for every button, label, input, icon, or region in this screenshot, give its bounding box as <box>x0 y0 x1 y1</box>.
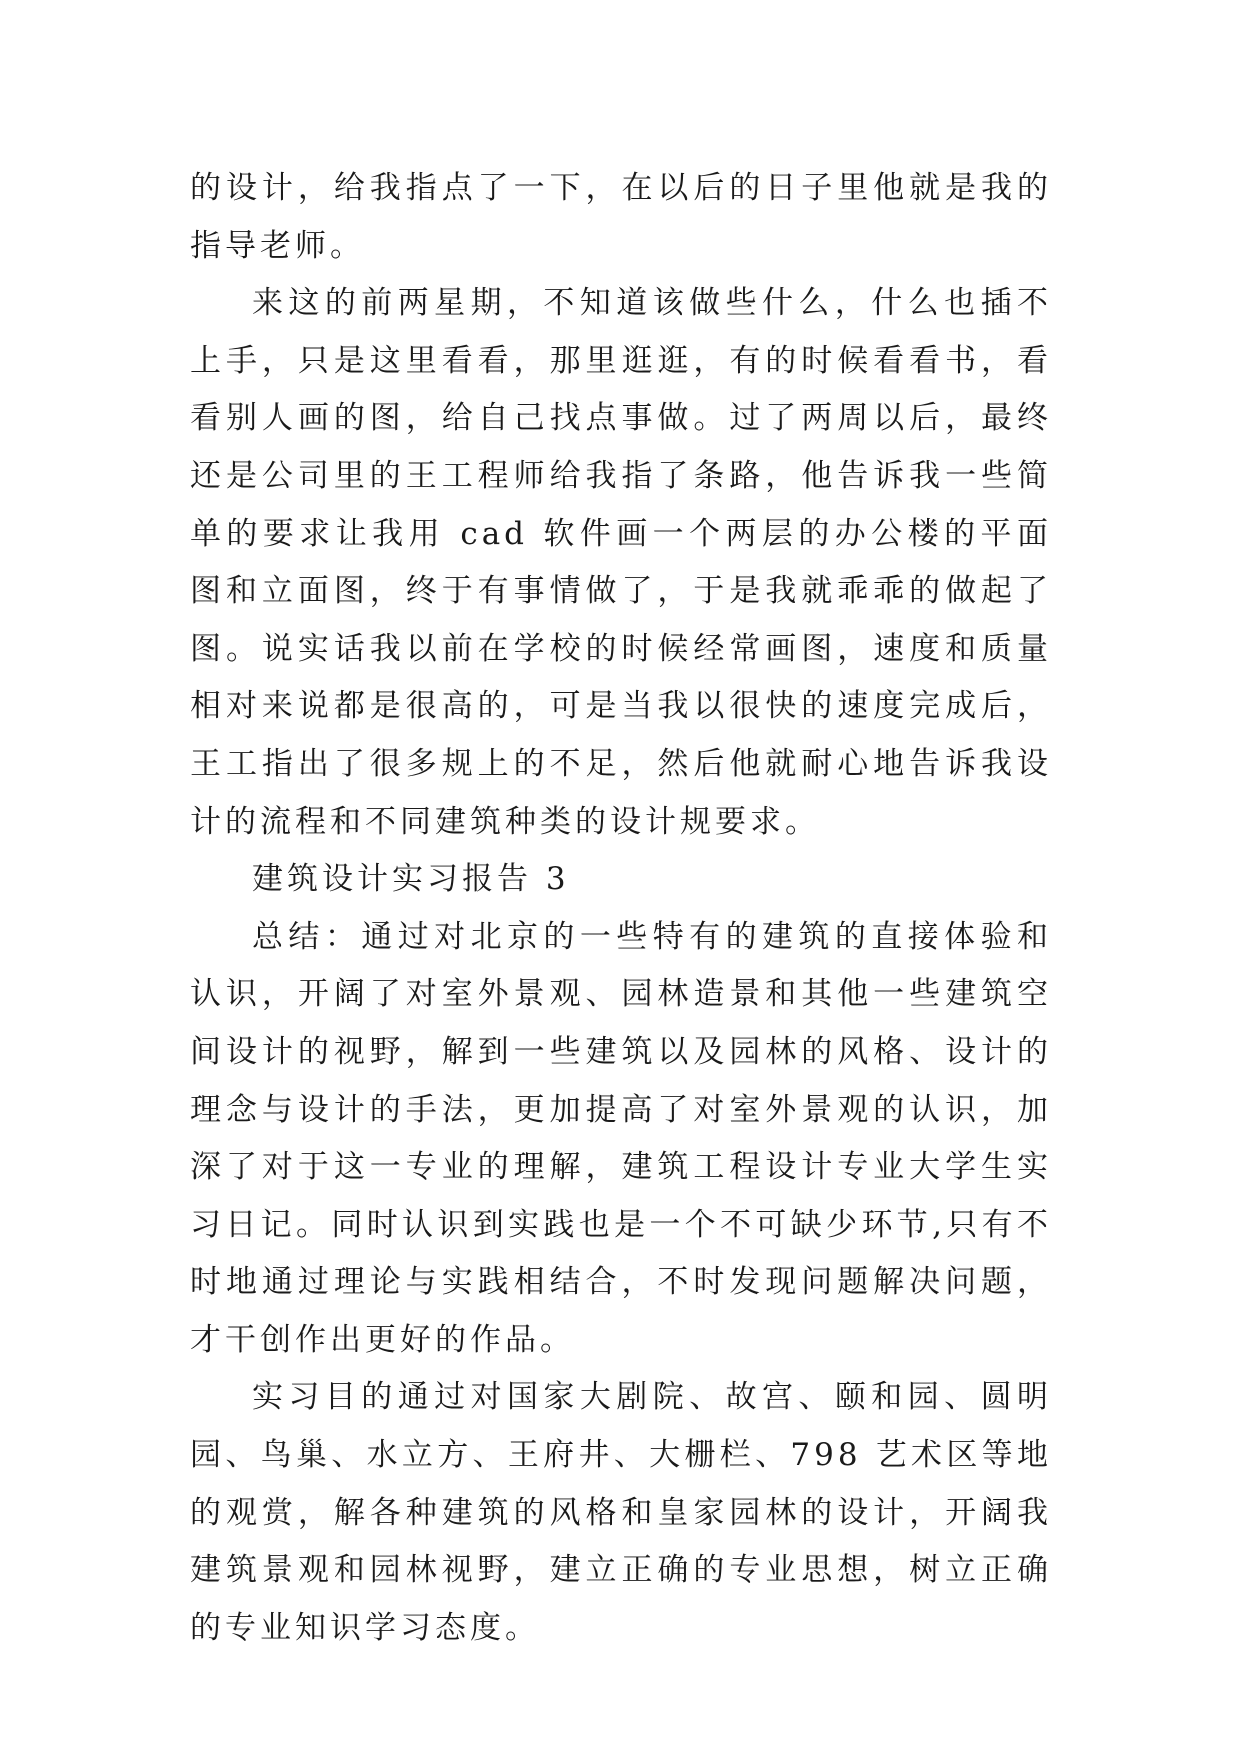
paragraph-first-weeks: 来这的前两星期，不知道该做些什么，什么也插不上手，只是这里看看，那里逛逛，有的时候看看书，看看别人画的图，给自己找点事做。过了两周以后，最终还是公司里的王工程师给我指了条路，他告诉我一些简单的要求让我用 cad 软件画一个两层的办公楼的平面图和立面图，终于有事情做了，于是我就乖乖的做起了图。说实话我以前在学校的时候经常画图，速度和质量相对来说都是很高的，可是当我以很快的速度完成后，王工指出了很多规上的不足，然后他就耐心地告诉我设计的流程和不同建筑种类的设计规要求。 <box>190 285 1052 840</box>
section-heading: 建筑设计实习报告 3 <box>252 861 570 898</box>
document-body <box>190 160 1052 1657</box>
paragraph-purpose: 实习目的通过对国家大剧院、故宫、颐和园、圆明园、鸟巢、水立方、王府井、大栅栏、798 艺术区等地的观赏，解各种建筑的风格和皇家园林的设计，开阔我建筑景观和园林视野，建立正确的专业思想，树立正确的专业知识学习态度。 <box>190 1379 1052 1646</box>
paragraph-continuation: 的设计，给我指点了一下，在以后的日子里他就是我的指导老师。 <box>190 170 1052 264</box>
paragraph-summary: 总结：通过对北京的一些特有的建筑的直接体验和认识，开阔了对室外景观、园林造景和其他一些建筑空间设计的视野，解到一些建筑以及园林的风格、设计的理念与设计的手法，更加提高了对室外景观的认识，加深了对于这一专业的理解，建筑工程设计专业大学生实习日记。同时认识到实践也是一个不可缺少环节,只有不时地通过理论与实践相结合，不时发现问题解决问题，才干创作出更好的作品。 <box>190 918 1052 1358</box>
